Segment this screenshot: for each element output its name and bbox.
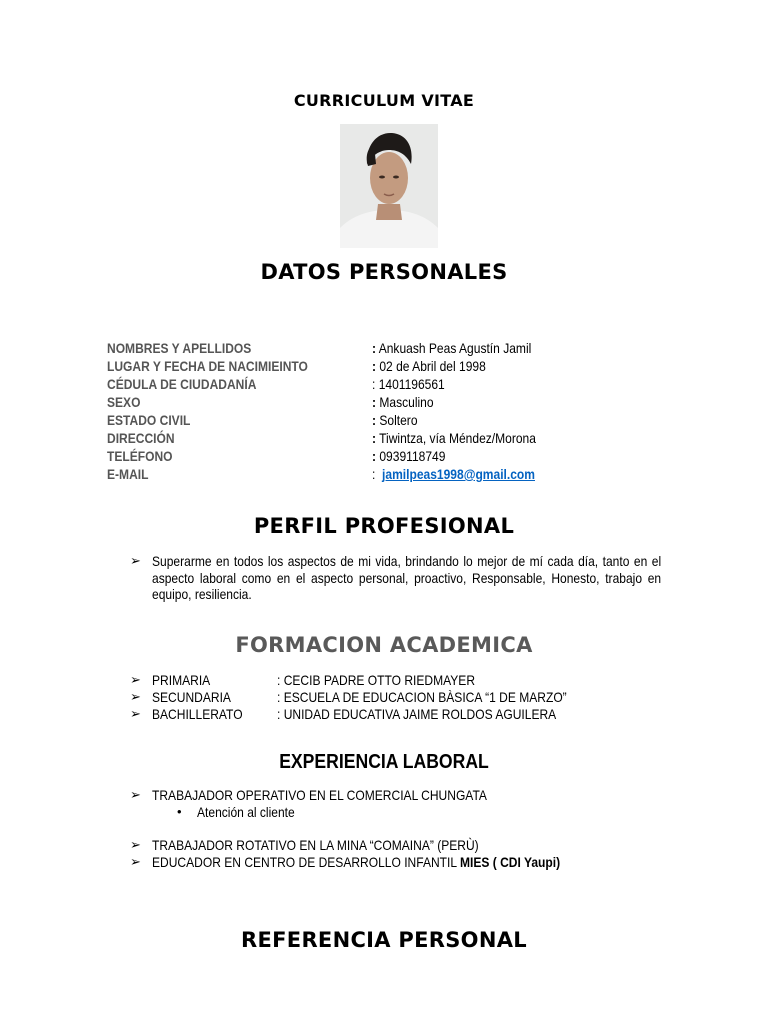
label-estado-civil: ESTADO CIVIL bbox=[107, 412, 191, 428]
arrow-bullet-icon: ➢ bbox=[130, 689, 141, 704]
label-telefono: TELÉFONO bbox=[107, 448, 173, 464]
value-nombres: : Ankuash Peas Agustín Jamil bbox=[372, 340, 532, 356]
dot-bullet-icon: • bbox=[177, 804, 182, 819]
arrow-bullet-icon: ➢ bbox=[130, 672, 141, 687]
label-email: E-MAIL bbox=[107, 466, 149, 482]
formacion-level: PRIMARIA bbox=[152, 672, 211, 688]
arrow-bullet-icon: ➢ bbox=[130, 553, 141, 568]
perfil-text: Superarme en todos los aspectos de mi vida, brindando lo mejor de mí cada día, tanto en el aspecto laboral como en el aspecto personal, proactivo, Responsable, Honesto, trabajo en equipo, resiliencia. bbox=[152, 553, 662, 603]
value-sexo: : Masculino bbox=[372, 394, 434, 410]
label-lugar-fecha: LUGAR Y FECHA DE NACIMIEINTO bbox=[107, 358, 308, 374]
formacion-level: BACHILLERATO bbox=[152, 706, 243, 722]
label-direccion: DIRECCIÓN bbox=[107, 430, 175, 446]
person-photo-icon bbox=[340, 124, 438, 248]
formacion-institution: : UNIDAD EDUCATIVA JAIME ROLDOS AGUILERA bbox=[277, 706, 557, 722]
value-estado-civil: : Soltero bbox=[372, 412, 418, 428]
section-perfil-profesional: PERFIL PROFESIONAL bbox=[253, 514, 515, 538]
section-referencia-personal: REFERENCIA PERSONAL bbox=[241, 928, 527, 952]
document-title: CURRICULUM VITAE bbox=[293, 91, 475, 110]
job-item: EDUCADOR EN CENTRO DE DESARROLLO INFANTIL MIES ( CDI Yaupi) bbox=[152, 854, 561, 870]
section-formacion-academica: FORMACION ACADEMICA bbox=[235, 633, 533, 657]
value-direccion: : Tiwintza, vía Méndez/Morona bbox=[372, 430, 536, 446]
arrow-bullet-icon: ➢ bbox=[130, 787, 141, 802]
arrow-bullet-icon: ➢ bbox=[130, 854, 141, 869]
section-datos-personales: DATOS PERSONALES bbox=[260, 260, 508, 284]
value-cedula: : 1401196561 bbox=[372, 376, 445, 392]
section-experiencia-laboral: EXPERIENCIA LABORAL bbox=[279, 751, 489, 773]
label-nombres: NOMBRES Y APELLIDOS bbox=[107, 340, 252, 356]
profile-photo bbox=[340, 124, 438, 248]
value-lugar-fecha: : 02 de Abril del 1998 bbox=[372, 358, 486, 374]
arrow-bullet-icon: ➢ bbox=[130, 837, 141, 852]
job-item: TRABAJADOR ROTATIVO EN LA MINA “COMAINA” (PERÙ) bbox=[152, 837, 479, 853]
label-sexo: SEXO bbox=[107, 394, 141, 410]
label-cedula: CÉDULA DE CIUDADANÍA bbox=[107, 376, 257, 392]
formacion-institution: : ESCUELA DE EDUCACION BÀSICA “1 DE MARZO” bbox=[277, 689, 567, 705]
formacion-level: SECUNDARIA bbox=[152, 689, 231, 705]
value-email: : jamilpeas1998@gmail.com bbox=[372, 466, 535, 482]
formacion-institution: : CECIB PADRE OTTO RIEDMAYER bbox=[277, 672, 476, 688]
value-telefono: : 0939118749 bbox=[372, 448, 446, 464]
arrow-bullet-icon: ➢ bbox=[130, 706, 141, 721]
job-item: TRABAJADOR OPERATIVO EN EL COMERCIAL CHUNGATA bbox=[152, 787, 487, 803]
job-subitem: Atención al cliente bbox=[197, 804, 295, 820]
email-link[interactable]: jamilpeas1998@gmail.com bbox=[382, 466, 535, 482]
